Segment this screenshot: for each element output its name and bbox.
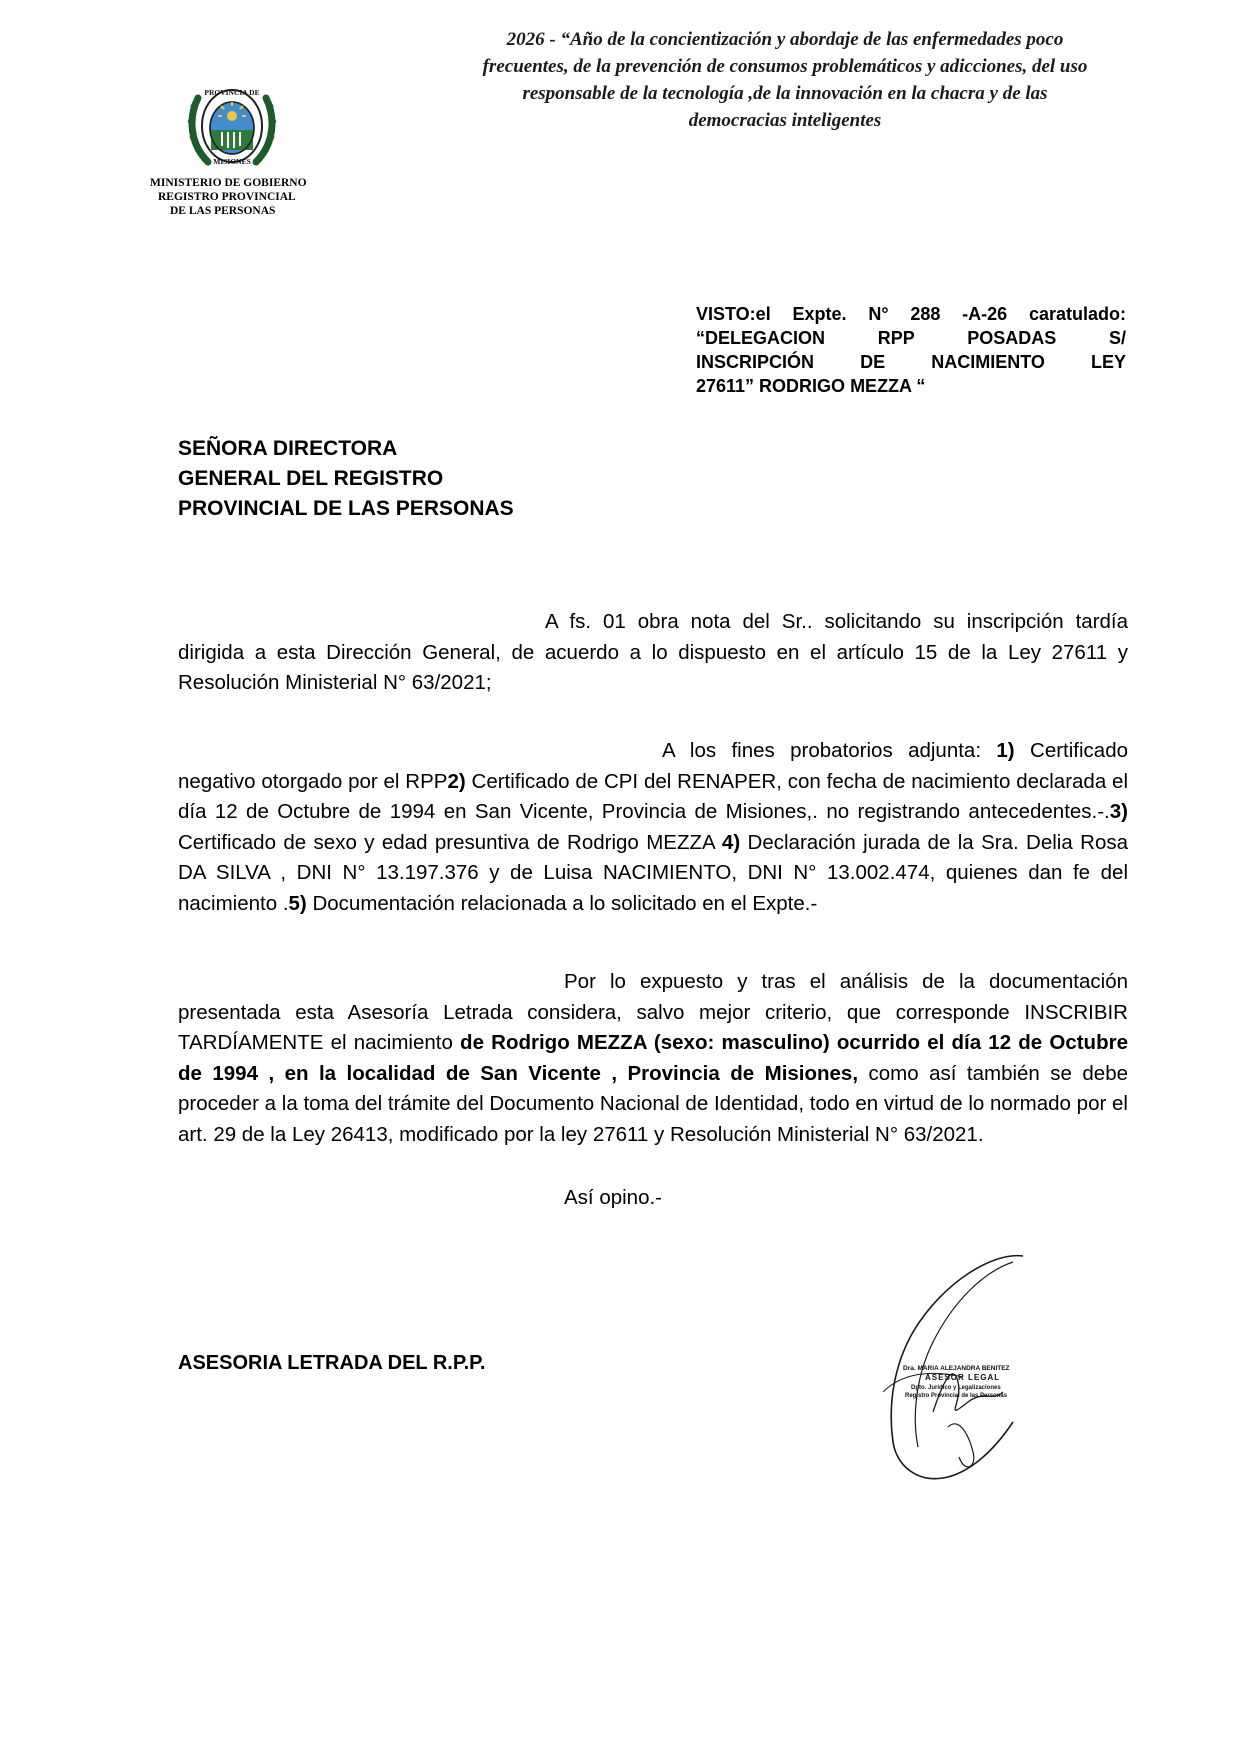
year-motto [425,26,1145,134]
evidence-item-5: Documentación relacionada a lo solicitado en el Expte.- [306,891,818,915]
evidence-item-2: Certificado de CPI del RENAPER, con fecha de nacimiento declarada el día 12 de Octubre de 1994 en San Vicente, Provincia de Misiones,. no registrando antecedentes.-. [178,769,1129,823]
stamp-org: Registro Provincial de las Personas [905,1393,1008,1399]
visto-line-4: 27611” RODRIGO MEZZA “ [696,376,926,396]
motto-line-2: frecuentes, de la prevención de consumos problemáticos y adicciones, del uso [482,56,1088,77]
paragraph-request [178,607,1128,699]
visto-line-3: INSCRIPCIÓN DE NACIMIENTO LEY [696,352,1126,372]
closing-opinion: Así opino.- [564,1186,662,1209]
item-number-4: 4) [721,830,741,854]
ministry-line-1: MINISTERIO DE GOBIERNO [150,177,307,189]
visto-line-1: VISTO:el Expte. N° 288 -A-26 caratulado: [696,304,1126,324]
motto-line-4: democracias inteligentes [688,110,882,131]
stamp-dept: Dpto. Jurídico y Legalizaciones [911,1385,1001,1391]
evidence-item-1: Certificado negativo otorgado por el RPP [178,739,1128,793]
conclusion-bold-text: de Rodrigo MEZZA (sexo: masculino) ocurrido el día 12 de Octubre de 1994 , en la localidad de San Vicente , Provincia de Misiones, [178,1031,1128,1085]
signoff-title: ASESORIA LETRADA DEL R.P.P. [178,1352,486,1374]
item-number-1: 1) [996,739,1015,762]
item-number-5: 5) [288,891,307,915]
visto-line-2: “DELEGACION RPP POSADAS S/ [696,328,1126,348]
evidence-intro: A los fines probatorios adjunta: [662,739,997,762]
stamp-title: ASESOR LEGAL [925,1373,1001,1382]
crest-top-text: PROVINCIA DE [204,88,260,97]
item-number-3: 3) [1109,800,1128,823]
evidence-item-3: Certificado de sexo y edad presuntiva de Rodrigo MEZZA [178,830,722,854]
conclusion-text-a: Por lo expuesto y tras el análisis de la documentación presentada esta Asesoría Letrada considera, salvo mejor criterio, que corresponde INSCRIBIR TARDÍAMENTE el nacimiento [178,970,1128,1054]
motto-line-3: responsable de la tecnología ,de la innovación en la chacra y de las [522,83,1048,104]
ministry-block [150,176,330,218]
stamp-name: Dra. MARIA ALEJANDRA BENITEZ [903,1365,1010,1372]
paragraph-conclusion [178,967,1128,1150]
evidence-item-4: Declaración jurada de la Sra. Delia Rosa DA SILVA , DNI N° 13.197.376 y de Luisa NACIMIENTO, DNI N° 13.002.474, quienes dan fe del nacimiento . [178,830,1129,915]
province-crest-logo [186,78,278,174]
paragraph-evidence [178,736,1128,919]
paragraph-request-text: A fs. 01 obra nota del Sr.. solicitando su inscripción tardía dirigida a esta Dirección General, de acuerdo a lo dispuesto en el artículo 15 de la Ley 27611 y Resolución Ministerial N° 63/2021; [178,610,1128,694]
motto-line-1: 2026 - “Año de la concientización y abordaje de las enfermedades poco [506,29,1064,50]
addressee-line-2: GENERAL DEL REGISTRO [178,467,444,490]
visto-block [696,302,1126,398]
addressee-line-1: SEÑORA DIRECTORA [178,437,398,460]
addressee-line-3: PROVINCIAL DE LAS PERSONAS [178,497,514,520]
crest-bottom-text: MISIONES [213,157,251,166]
ministry-line-3: DE LAS PERSONAS [170,205,276,217]
ministry-line-2: REGISTRO PROVINCIAL [158,191,296,203]
signature-stamp [873,1252,1051,1484]
conclusion-text-c: como así también se debe proceder a la toma del trámite del Documento Nacional de Identidad, todo en virtud de lo normado por el art. 29 de la Ley 26413, modificado por la ley 27611 y Resolución Ministerial N° 63/2021. [178,1061,1128,1146]
addressee-block [178,434,514,524]
item-number-2: 2) [447,769,466,793]
